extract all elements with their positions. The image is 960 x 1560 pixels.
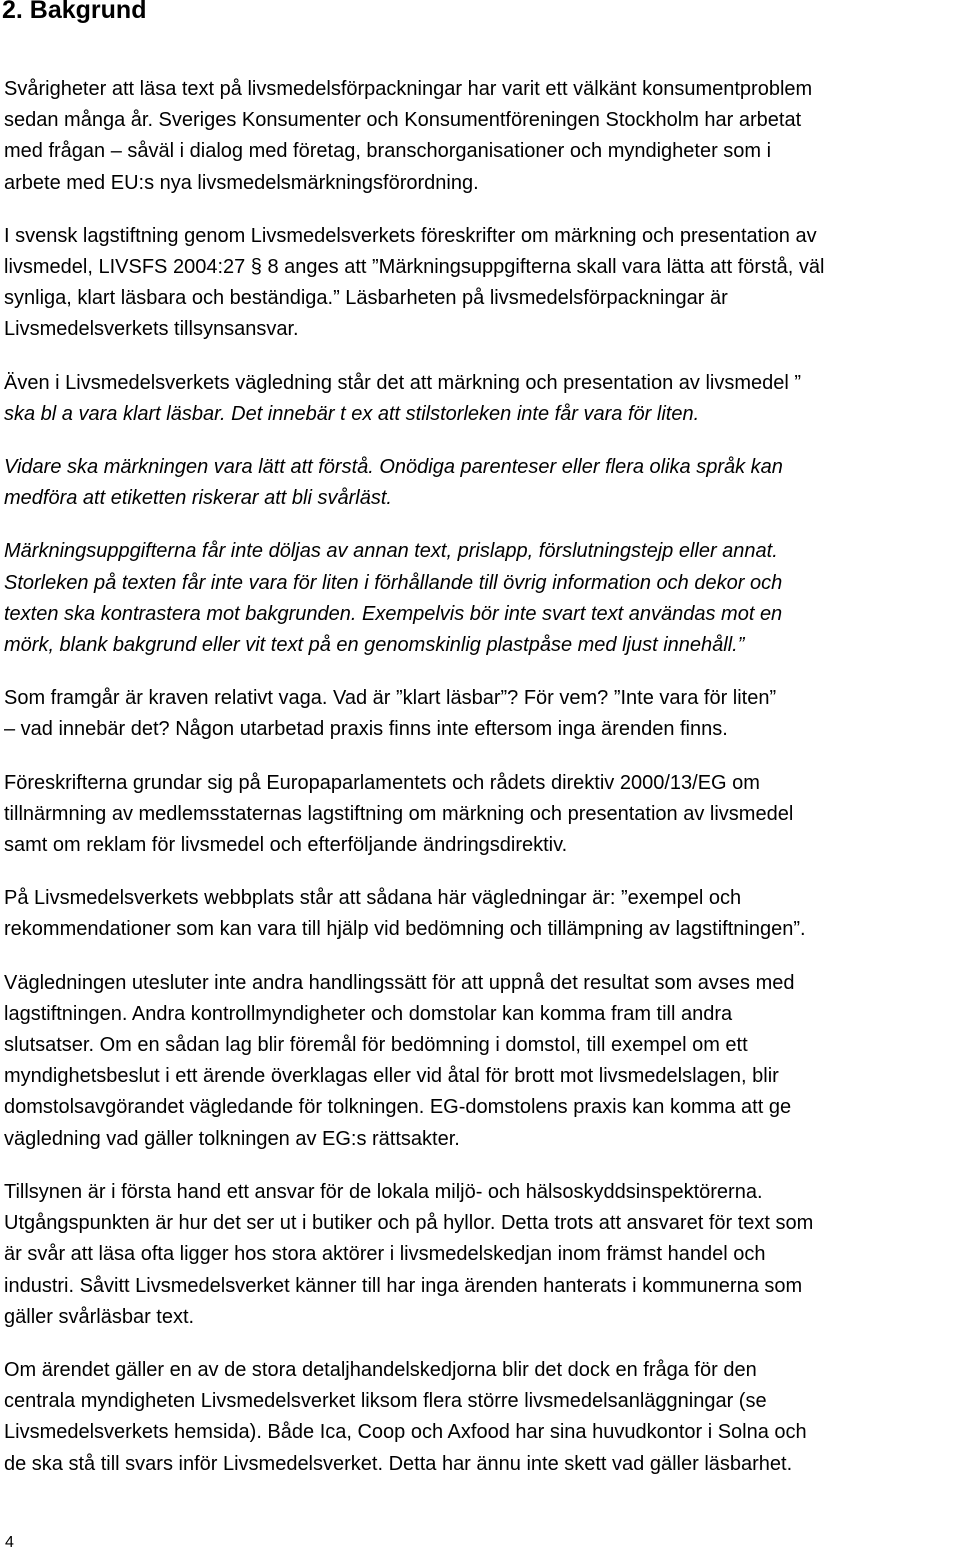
text-line: är svår att läsa ofta ligger hos stora aktörer i livsmedelskedjan inom främst handel och (4, 1243, 766, 1266)
text-line: sedan många år. Sveriges Konsumenter och Konsumentföreningen Stockholm har arbetat (4, 109, 802, 132)
text-line: samt om reklam för livsmedel och efterföljande ändringsdirektiv. (4, 834, 568, 857)
text-line: Föreskrifterna grundar sig på Europaparlamentets och rådets direktiv 2000/13/EG om (4, 771, 760, 794)
text-line: mörk, blank bakgrund eller vit text på en genomskinlig plastpåse med ljust innehåll.” (4, 634, 745, 657)
text-line: myndighetsbeslut i ett ärende överklagas eller vid åtal för brott mot livsmedelslagen, blir (4, 1065, 779, 1088)
text-line: Storleken på texten får inte vara för liten i förhållande till övrig information och dekor och (4, 571, 783, 594)
text-line: slutsatser. Om en sådan lag blir föremål för bedömning i domstol, till exempel om ett (4, 1034, 748, 1057)
text-line: vägledning vad gäller tolkningen av EG:s rättsakter. (4, 1127, 460, 1150)
page-number: 4 (5, 1534, 14, 1551)
text-line: I svensk lagstiftning genom Livsmedelsverkets föreskrifter om märkning och presentation av (4, 224, 817, 247)
text-line: Vägledningen utesluter inte andra handlingssätt för att uppnå det resultat som avses med (4, 971, 795, 994)
text-line: gäller svårläsbar text. (4, 1305, 195, 1328)
text-line: texten ska kontrastera mot bakgrunden. Exempelvis bör inte svart text användas mot en (4, 602, 783, 625)
text-line: Livsmedelsverkets tillsynsansvar. (4, 318, 299, 341)
text-line: Svårigheter att läsa text på livsmedelsförpackningar har varit ett välkänt konsumentproblem (4, 78, 813, 100)
paragraph (4, 221, 960, 346)
text-line: industri. Såvitt Livsmedelsverket känner till har inga ärenden hanterats i kommunerna som (4, 1274, 803, 1297)
text-line: centrala myndigheten Livsmedelsverket liksom flera större livsmedelsanläggningar (se (4, 1390, 767, 1413)
text-line: tillnärmning av medlemsstaternas lagstiftning om märkning och presentation av livsmedel (4, 802, 794, 825)
text-line: de ska stå till svars inför Livsmedelsverket. Detta har ännu inte skett vad gäller läsbarhet. (4, 1452, 793, 1475)
section-heading: 2. Bakgrund (2, 0, 147, 24)
paragraph (4, 74, 960, 199)
paragraph (4, 683, 960, 745)
text-line: Vidare ska märkningen vara lätt att förstå. Onödiga parenteser eller flera olika språk kan (4, 456, 783, 479)
paragraph (4, 452, 960, 514)
text-line: På Livsmedelsverkets webbplats står att sådana här vägledningar är: ”exempel och (4, 887, 742, 910)
paragraph (4, 536, 960, 661)
text-line: rekommendationer som kan vara till hjälp vid bedömning och tillämpning av lagstiftningen”. (4, 918, 806, 941)
paragraph (4, 1355, 960, 1480)
text-line: Utgångspunkten är hur det ser ut i butiker och på hyllor. Detta trots att ansvaret för text som (4, 1212, 814, 1235)
text-line: medföra att etiketten riskerar att bli svårläst. (4, 487, 392, 510)
text-line: Om ärendet gäller en av de stora detaljhandelskedjorna blir det dock en fråga för den (4, 1358, 757, 1381)
text-line: Livsmedelsverkets hemsida). Både Ica, Coop och Axfood har sina huvudkontor i Solna och (4, 1421, 807, 1444)
paragraph (4, 968, 960, 1155)
paragraph (4, 1177, 960, 1333)
text-line: synliga, klart läsbara och beständiga.” Läsbarheten på livsmedelsförpackningar är (4, 287, 728, 310)
paragraph (4, 368, 960, 430)
text-line: domstolsavgörandet vägledande för tolkningen. EG-domstolens praxis kan komma att ge (4, 1096, 792, 1119)
paragraph (4, 768, 960, 862)
text-line: Som framgår är kraven relativt vaga. Vad är ”klart läsbar”? För vem? ”Inte vara för liten” (4, 687, 777, 710)
text-line: Även i Livsmedelsverkets vägledning står det att märkning och presentation av livsmedel ” (4, 371, 802, 394)
text-line: Tillsynen är i första hand ett ansvar för de lokala miljö- och hälsoskyddsinspektörerna. (4, 1180, 763, 1203)
text-line: arbete med EU:s nya livsmedelsmärkningsförordning. (4, 171, 479, 194)
text-line: med frågan – såväl i dialog med företag, branschorganisationer och myndigheter som i (4, 140, 772, 163)
text-line: lagstiftningen. Andra kontrollmyndigheter och domstolar kan komma fram till andra (4, 1002, 733, 1025)
text-line: – vad innebär det? Någon utarbetad praxis finns inte eftersom inga ärenden finns. (4, 718, 728, 741)
text-line: livsmedel, LIVSFS 2004:27 § 8 anges att ”Märkningsuppgifterna skall vara lätta att förstå, väl (4, 256, 825, 279)
text-line: Märkningsuppgifterna får inte döljas av annan text, prislapp, förslutningstejp eller annat. (4, 540, 778, 563)
paragraph (4, 883, 960, 945)
section-body (4, 74, 960, 1502)
text-line: ska bl a vara klart läsbar. Det innebär t ex att stilstorleken inte får vara för liten. (4, 402, 700, 425)
